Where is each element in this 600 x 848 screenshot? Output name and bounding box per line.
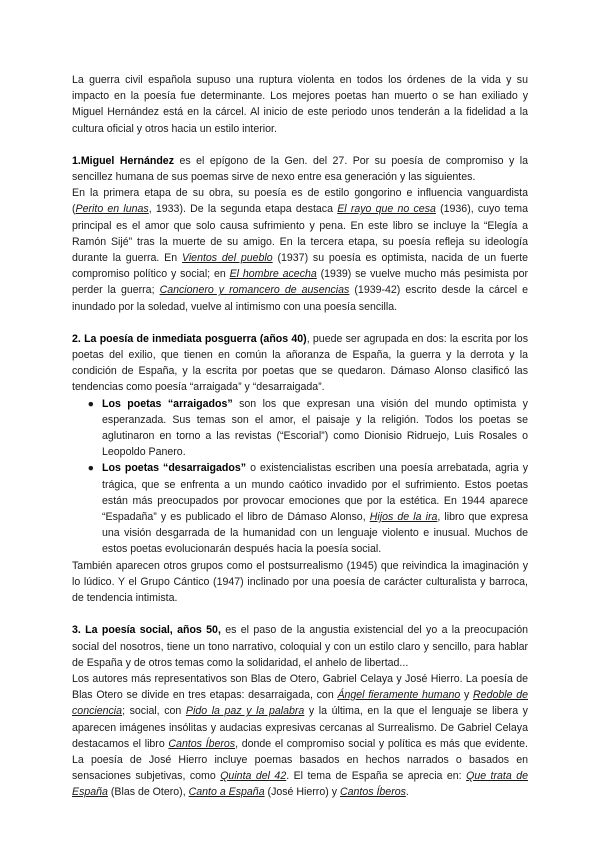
section-miguel-hernandez — [72, 153, 528, 185]
section-heading: 2. La poesía de inmediata posguerra (años 40) — [72, 332, 307, 345]
spacer — [72, 315, 528, 331]
work-title: Pido la paz y la palabra — [185, 705, 305, 718]
body-text: (1936), cuyo tema principal es el amor que solo causa sufrimiento y pena. En este libro se incluye la “Elegía a Ramón Sijé” tras la muerte de su amigo. En la tercera etapa, su poesía refleja su ideología durante la guerra. En — [72, 203, 529, 265]
body-text: o existencialistas escriben una poesía arrebatada, agria y trágica, que se enfrenta a un mundo caótico invadido por el sufrimiento. Estos poetas están más preocupados por provocar emociones que por la estética. En 1944 aparece “Espadaña” y es publicado el libro de Dámaso Alonso, — [102, 462, 528, 524]
body-text: , libro que expresa una visión desgarrada de la humanidad con un lenguaje violento e inusual. Muchos de estos poetas evolucionarán después hacia la poesía social. — [102, 511, 528, 556]
body-text: ; social, con — [122, 705, 186, 718]
work-title: Que trata de España — [72, 770, 528, 799]
section-posguerra-other-groups: También aparecen otros grupos como el postsurrealismo (1945) que reivindica la imaginación y lo lúdico. Y el Grupo Cántico (1947) inclinado por una poesía de carácter culturalista y barroca, de tendencia intimista. — [72, 559, 528, 605]
section-heading: 3. La poesía social, años 50, — [72, 624, 221, 637]
list-item-desarraigados — [72, 460, 528, 557]
section-poesia-social — [72, 622, 528, 671]
work-title: Cancionero y romancero de ausencias — [159, 284, 350, 297]
work-title: Cantos Íberos — [168, 737, 236, 750]
bullet-heading: Los poetas “arraigados” — [102, 397, 233, 410]
bullet-icon: ● — [87, 462, 94, 475]
bullet-icon: ● — [87, 397, 94, 410]
work-title: Perito en lunas — [75, 203, 149, 216]
work-title: Vientos del pueblo — [181, 252, 273, 265]
body-text: y la última, en la que el lenguaje se libera y aparecen imágenes insólitas y audacias expresivas cercanas al Surrealismo. De Gabriel Celaya destacamos el libro — [72, 705, 528, 750]
body-text: (1939-42) escrito desde la cárcel e inundado por la soledad, vuelve al intimismo con una poesía sencilla. — [72, 284, 529, 313]
body-text: es el paso de la angustia existencial del yo a la preocupación social del nosotros, tiene un tono narrativo, coloquial y con un estilo claro y sencillo, para hablar de España y de otros temas como la solidaridad, el anhelo de libertad... — [72, 624, 528, 669]
body-text: , 1933). De la segunda etapa destaca — [148, 203, 338, 216]
bullet-heading: Los poetas “desarraigados” — [102, 462, 247, 475]
body-text: , donde el compromiso social y política es más que evidente. La poesía de José Hierro incluye poemas basados en hechos narrados o basados en sensaciones subjetivas, como — [72, 737, 528, 783]
body-text: son los que expresan una visión del mundo optimista y esperanzada. Sus temas son el amor, el paisaje y la religión. Todos los poetas se aglutinaron en torno a las revistas (“Escorial”) como Dionisio Ridruejo, Luis Rosales o Leopoldo Panero. — [102, 397, 528, 459]
body-text: es el epígono de la Gen. del 27. Por su poesía de compromiso y la sencillez humana de sus poemas sirve de nexo entre esa generación y las siguientes. — [72, 154, 528, 184]
work-title: Ángel fieramente humano — [337, 689, 461, 702]
body-text: . — [405, 786, 409, 799]
work-title: Hijos de la ira — [369, 511, 438, 524]
body-text: (José Hierro) y — [264, 786, 340, 799]
body-text: (1939) se vuelve mucho más pesimista por perder la guerra; — [72, 268, 529, 297]
work-title: Cantos Íberos — [339, 786, 406, 799]
spacer — [72, 606, 528, 622]
section-miguel-hernandez-works — [72, 185, 528, 315]
body-text: (1937) su poesía es optimista, nacida de un fuerte compromiso político y social; en — [72, 252, 528, 281]
work-title: El rayo que no cesa — [337, 203, 436, 216]
intro-paragraph: La guerra civil española supuso una ruptura violenta en todos los órdenes de la vida y su impacto en la poesía fue determinante. Los mejores poetas han muerto o se han exiliado y Miguel Hernández está en la cárcel. Al inicio de este periodo unos tenderán a la fidelidad a la cultura oficial y otros hacia un estilo interior. — [72, 74, 528, 135]
section-posguerra — [72, 331, 528, 396]
body-text: En la primera etapa de su obra, su poesía es de estilo gongorino e influencia vanguardista ( — [72, 187, 528, 216]
body-text: , puede ser agrupada en dos: la escrita por los poetas del exilio, que tienen en común la añoranza de España, la guerra y la derrota y la condición de España, y la escrita por poetas que se quedaron. Dámaso Alonso clasificó las tendencias como poesía “arraigada” y “desarraigada”. — [72, 332, 528, 394]
document-page — [72, 72, 528, 801]
list-item-arraigados — [72, 396, 528, 461]
body-text: Los autores más representativos son Blas de Otero, Gabriel Celaya y José Hierro. La poesía de Blas Otero se divide en tres etapas: desarraigada, con — [72, 672, 528, 702]
work-title: Quinta del 42 — [220, 770, 287, 783]
body-text: . El tema de España se aprecia en: — [286, 770, 467, 783]
work-title: Redoble de conciencia — [72, 689, 528, 718]
spacer — [72, 137, 528, 153]
section-poesia-social-authors — [72, 671, 528, 801]
work-title: Canto a España — [188, 786, 265, 799]
section-heading: 1.Miguel Hernández — [72, 154, 174, 167]
body-text: (Blas de Otero), — [107, 786, 189, 799]
body-text: y — [460, 689, 474, 702]
work-title: El hombre acecha — [229, 268, 317, 281]
